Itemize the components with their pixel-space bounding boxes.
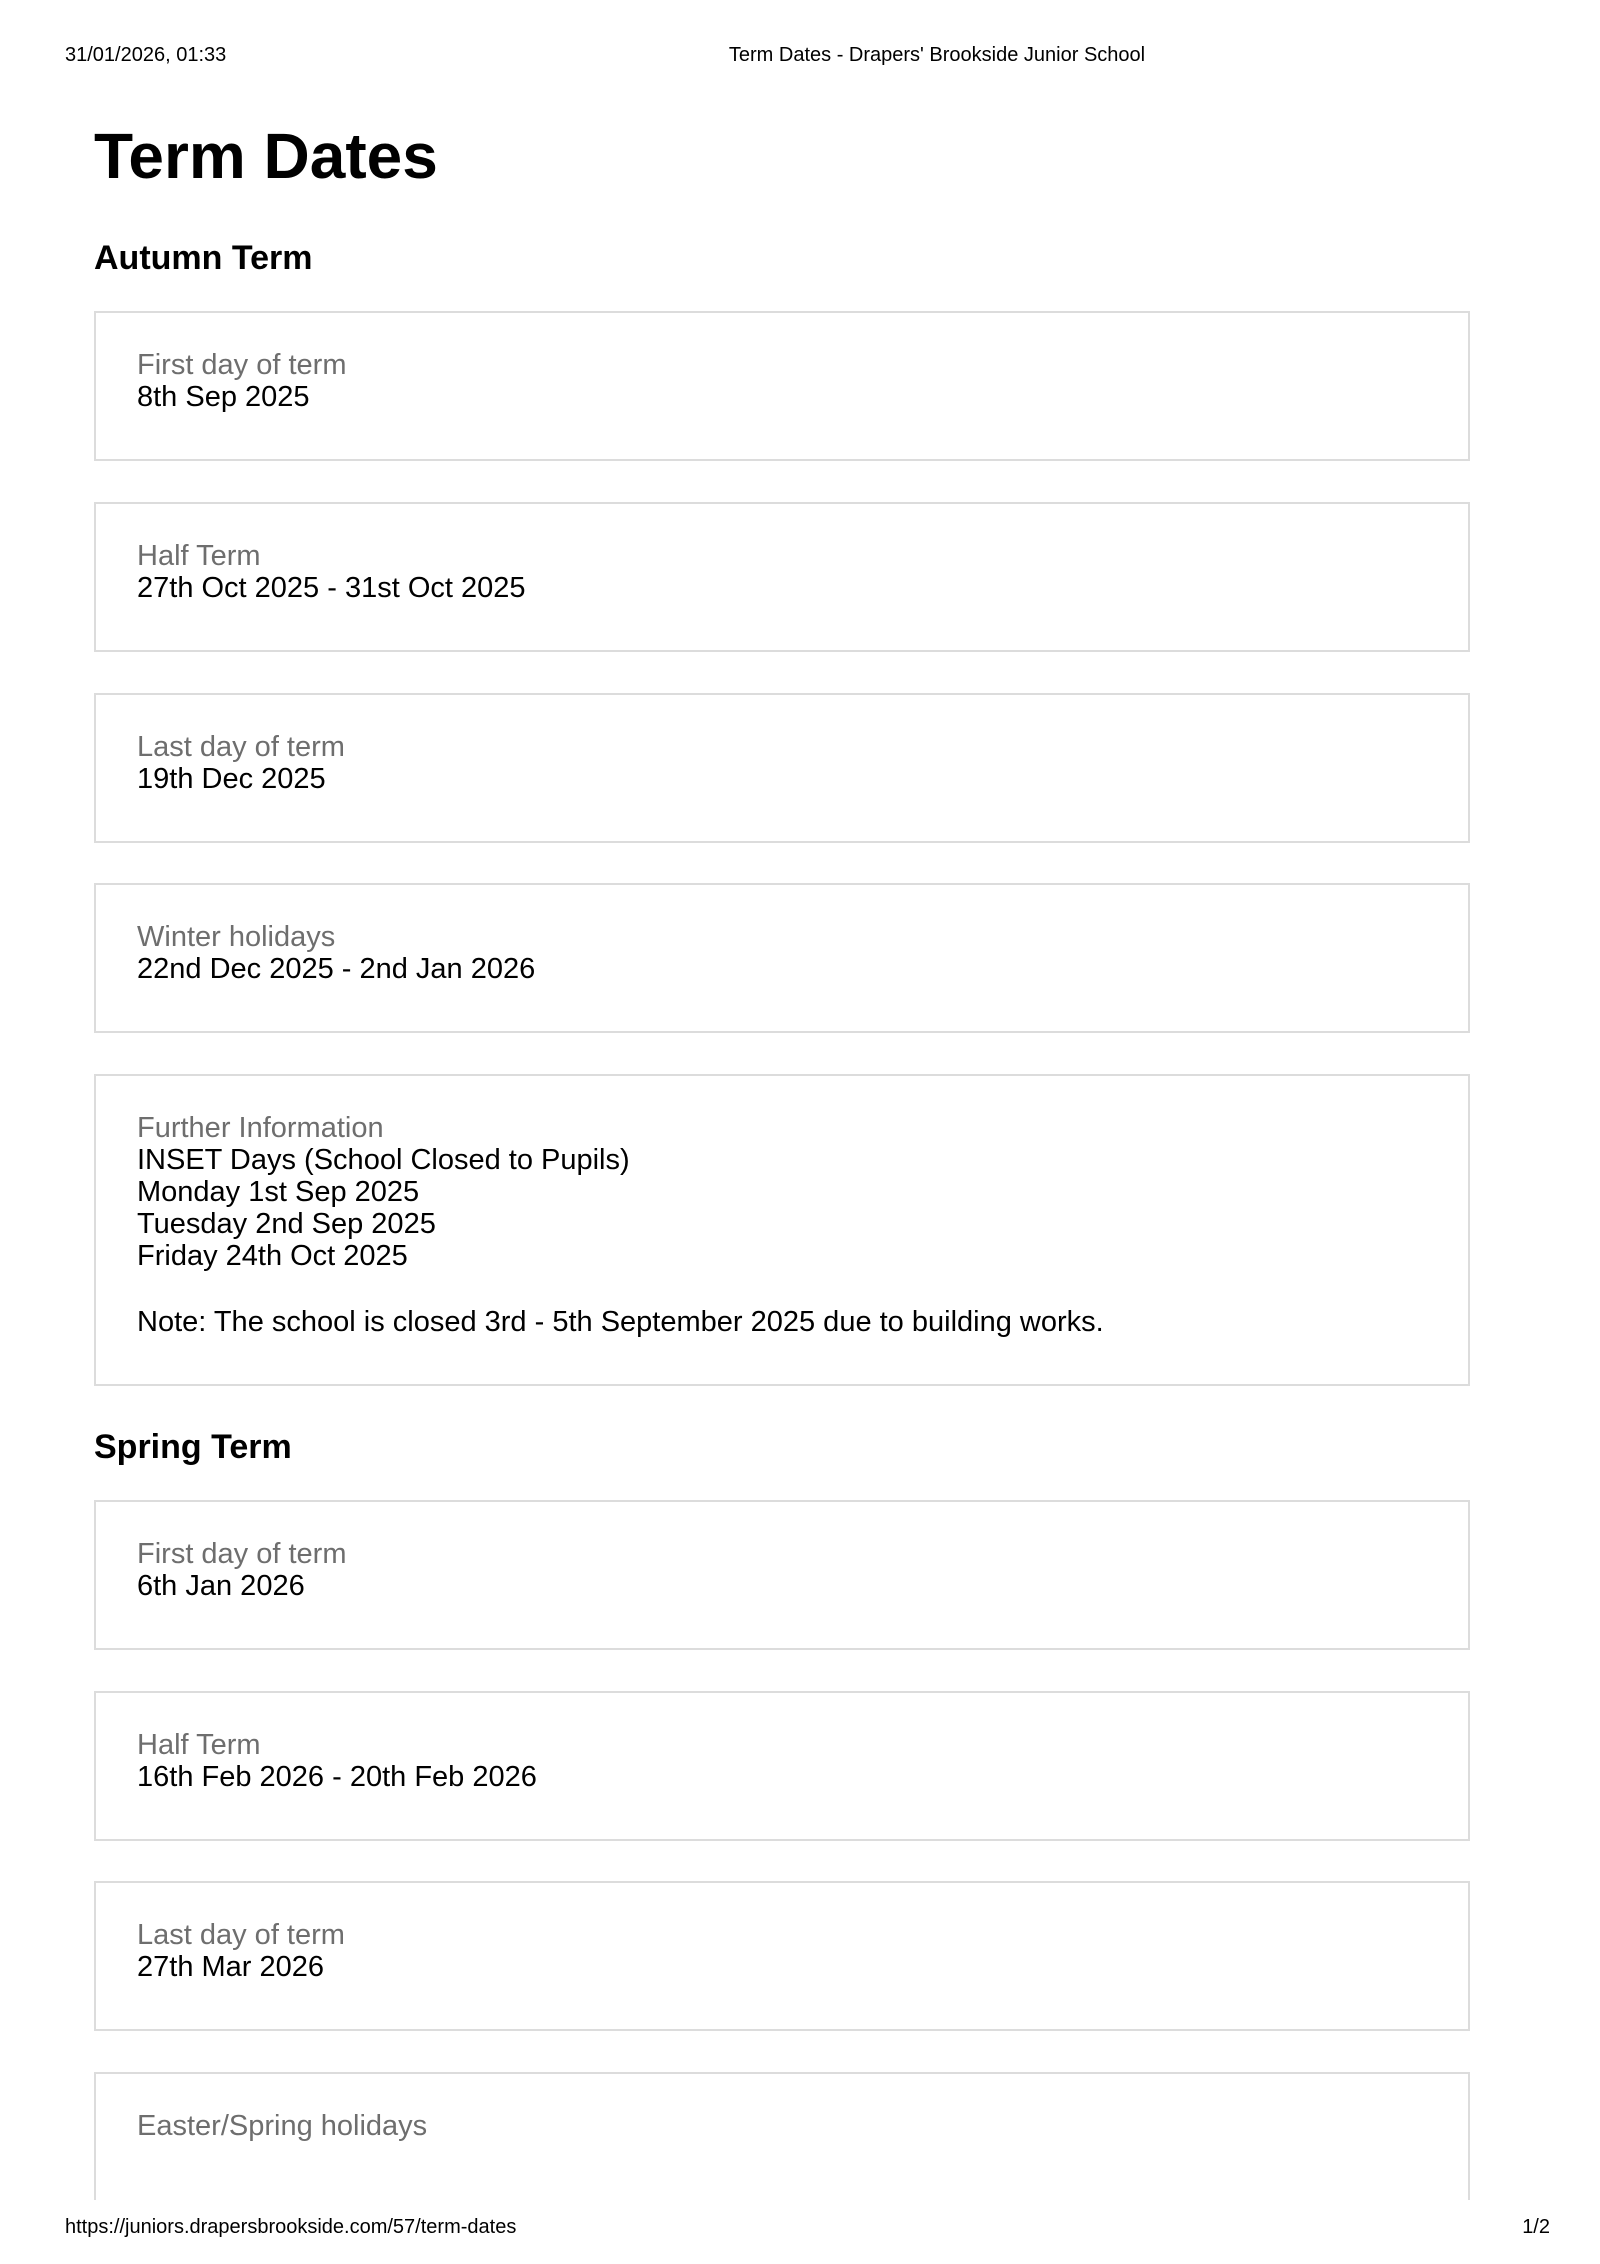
card-value: 16th Feb 2026 - 20th Feb 2026 (137, 1761, 537, 1793)
autumn-half-term-card (94, 502, 1470, 652)
print-datetime: 31/01/2026, 01:33 (65, 44, 227, 66)
card-label: Half Term (137, 540, 261, 572)
card-label: Last day of term (137, 1919, 345, 1951)
inset-day: Friday 24th Oct 2025 (137, 1240, 408, 1272)
card-value: 8th Sep 2025 (137, 381, 310, 413)
card-value: 22nd Dec 2025 - 2nd Jan 2026 (137, 953, 536, 985)
autumn-first-day-card (94, 311, 1470, 461)
spring-last-day-card (94, 1881, 1470, 2031)
card-value: 6th Jan 2026 (137, 1570, 305, 1602)
card-label: First day of term (137, 1538, 347, 1570)
card-label: Winter holidays (137, 921, 336, 953)
card-label: Easter/Spring holidays (137, 2110, 428, 2142)
print-url: https://juniors.drapersbrookside.com/57/term-dates (65, 2216, 517, 2238)
inset-days-heading: INSET Days (School Closed to Pupils) (137, 1144, 630, 1176)
card-label: Half Term (137, 1729, 261, 1761)
spring-term-heading: Spring Term (94, 1428, 292, 1466)
spring-easter-holidays-card (94, 2072, 1470, 2200)
card-value: 27th Mar 2026 (137, 1951, 325, 1983)
print-page-number: 1/2 (1522, 2216, 1550, 2238)
print-footer (0, 2212, 1600, 2242)
closure-note: Note: The school is closed 3rd - 5th September 2025 due to building works. (137, 1306, 1104, 1338)
page-content (94, 0, 1474, 2200)
spring-half-term-card (94, 1691, 1470, 1841)
card-label: Last day of term (137, 731, 345, 763)
print-page-title: Term Dates - Drapers' Brookside Junior School (728, 44, 1146, 66)
autumn-term-heading: Autumn Term (94, 239, 313, 277)
card-value: 19th Dec 2025 (137, 763, 326, 795)
autumn-further-information-card (94, 1074, 1470, 1386)
card-value: 27th Oct 2025 - 31st Oct 2025 (137, 572, 526, 604)
card-label: Further Information (137, 1112, 384, 1144)
spring-first-day-card (94, 1500, 1470, 1650)
inset-day: Tuesday 2nd Sep 2025 (137, 1208, 436, 1240)
autumn-winter-holidays-card (94, 883, 1470, 1033)
autumn-last-day-card (94, 693, 1470, 843)
inset-day: Monday 1st Sep 2025 (137, 1176, 420, 1208)
card-label: First day of term (137, 349, 347, 381)
page-title: Term Dates (94, 120, 438, 192)
